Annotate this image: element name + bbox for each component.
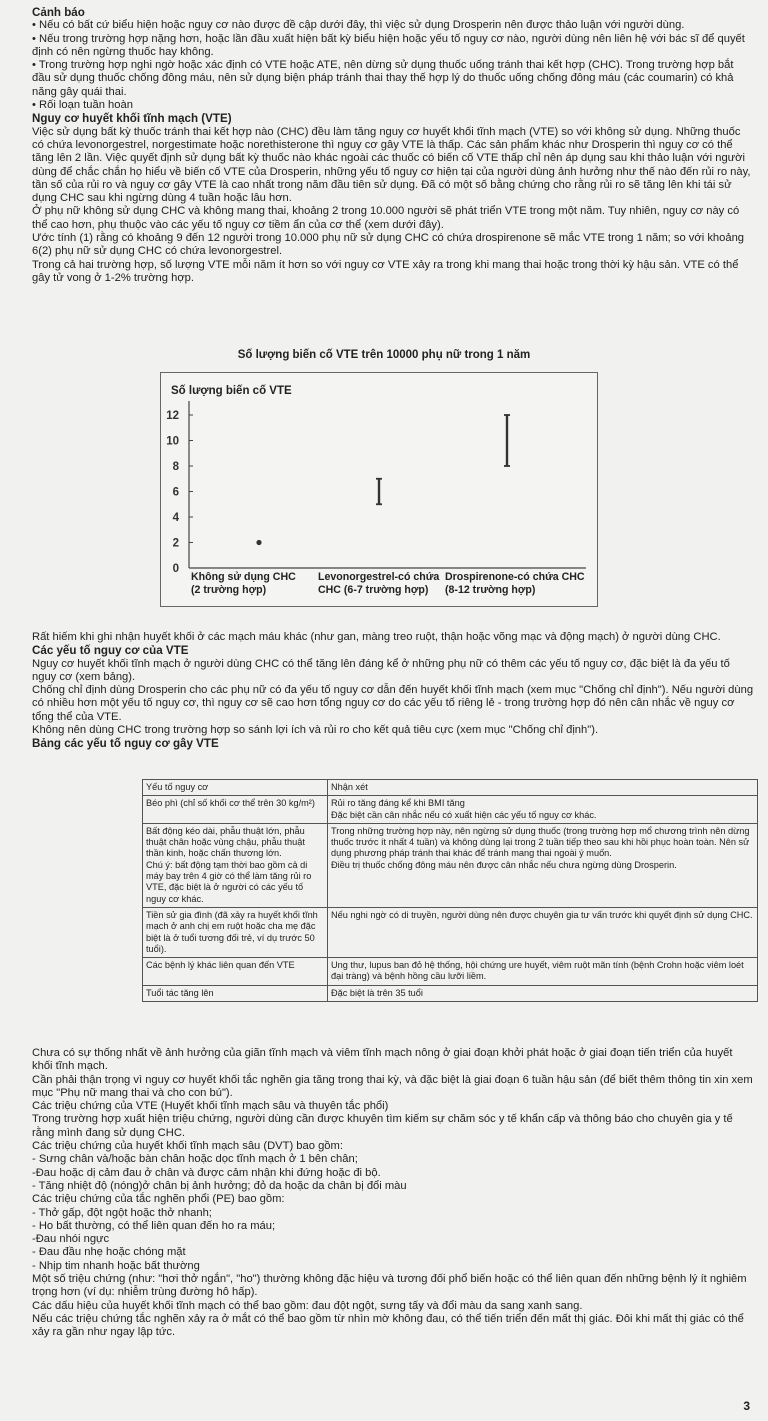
chart-y-tick-label: 2 [172,537,179,550]
risk-factor-table [142,779,758,1002]
warning-item: • Nếu có bất cứ biểu hiện hoặc nguy cơ nào được đề cập dưới đây, thì việc sử dụng Drosperin nên được thảo luận với người dùng. [32,19,685,32]
category-label-line: Không sử dụng CHC [191,571,296,583]
risk-factors-section [32,631,754,751]
warning-item: • Nếu trong trường hợp nặng hơn, hoặc lần đầu xuất hiện bất kỳ biểu hiện hoặc yếu tố nguy cơ nào, người dùng nên liên hệ với bác sĩ để quyết định có nên ngừng thuốc hay không. [32,32,745,58]
list-item: Các triệu chứng của tắc nghẽn phổi (PE) bao gồm: [32,1193,285,1206]
chart-y-tick-label: 10 [166,435,179,448]
paragraph: Rất hiếm khi ghi nhận huyết khối ở các mạch máu khác (như gan, màng treo ruột, thận hoặc võng mạc và động mạch) ở người dùng CHC. [32,631,721,643]
vte-chart [160,372,598,607]
list-item: - Ho bất thường, có thể liên quan đến ho ra máu; [32,1219,276,1232]
paragraph: Nếu các triệu chứng tắc nghẽn xảy ra ở mắt có thể bao gồm từ nhìn mờ không đau, có thể tiến triển đến mất thị giác. Đôi khi mất thị giác có thể xảy ra gần như ngay lập tức. [32,1312,744,1339]
paragraph: Ở phụ nữ không sử dụng CHC và không mang thai, khoảng 2 trong 10.000 người sẽ phát triển VTE trong một năm. Tuy nhiên, nguy cơ này có thể cao hơn, phụ thuộc vào các yếu tố nguy cơ tiềm ẩn của cơ thể (xem dưới đây). [32,205,740,231]
paragraph: Trong cả hai trường hợp, số lượng VTE mỗi năm ít hơn so với nguy cơ VTE xảy ra trong khi mang thai hoặc trong thời kỳ hậu sản. VTE có thể gây tử vong ở 1-2% trường hợp. [32,258,739,284]
chart-y-tick-label: 12 [166,410,179,422]
page-number: 3 [743,1399,750,1413]
paragraph: Các dấu hiệu của huyết khối tĩnh mạch có thể bao gồm: đau đột ngột, sưng tấy và đổi màu da sang xanh sang. [32,1299,583,1312]
table-row [143,907,758,957]
table-cell: Các bệnh lý khác liên quan đến VTE [143,958,328,986]
table-cell: Tiền sử gia đình (đã xảy ra huyết khối tĩnh mạch ở anh chị em ruột hoặc cha mẹ đặc biệt là ở tuổi tương đối trẻ, ví dụ trước 50 tuổi). [143,907,328,957]
chart-y-tick-label: 0 [172,563,179,575]
warning-item: • Trong trường hợp nghi ngờ hoặc xác định có VTE hoặc ATE, nên dừng sử dụng thuốc uống tránh thai kết hợp (CHC). Trong trường hợp bắt đầu sử dụng thuốc chống đông máu, nên sử dụng biện pháp tránh thai thay thế hợp lý do thuốc uống chống đông máu (các coumarin) có khả năng gây quái thai. [32,59,734,98]
table-row [143,985,758,1001]
chart-y-axis-label: Số lượng biến cố VTE [171,385,292,397]
list-item: - Tăng nhiệt độ (nóng)ở chân bị ảnh hưởng; đỏ da hoặc da chân bị đổi màu [32,1179,407,1192]
table-cell: Tuổi tác tăng lên [143,985,328,1001]
risk-factors-heading: Các yếu tố nguy cơ của VTE [32,644,189,658]
table-row [143,823,758,907]
list-item: - Sưng chân và/hoặc bàn chân hoặc dọc tĩnh mạch ở 1 bên chân; [32,1153,358,1166]
warning-item: • Rối loạn tuần hoàn [32,99,133,112]
paragraph: Ước tính (1) rằng có khoảng 9 đến 12 người trong 10.000 phụ nữ sử dụng CHC có chứa drospirenone sẽ mắc VTE trong 1 năm; so với khoảng 6(2) phụ nữ sử dụng CHC có chứa levonorgestrel. [32,232,745,258]
chart-category-label [191,571,296,597]
list-item: - Nhịp tim nhanh hoặc bất thường [32,1259,200,1272]
chart-category-label [318,571,439,597]
paragraph: Các triệu chứng của VTE (Huyết khối tĩnh mạch sâu và thuyên tắc phổi) [32,1100,389,1113]
chart-y-tick-label: 6 [172,486,179,499]
list-item: -Đau hoặc dị cảm đau ở chân và được cảm nhận khi đứng hoặc đi bộ. [32,1166,381,1179]
table-header-cell: Nhận xét [328,780,758,796]
list-item: - Đau đầu nhẹ hoặc chóng mặt [32,1246,186,1259]
category-label-line: Levonorgestrel-có chứa [318,571,440,583]
list-item: -Đau nhói ngực [32,1233,110,1246]
table-row [143,796,758,824]
table-cell: Béo phì (chỉ số khối cơ thể trên 30 kg/m²) [143,796,328,824]
paragraph: Một số triệu chứng (như: "hơi thở ngắn", "ho") thường không đặc hiệu và tương đối phổ biến hoặc có thể liên quan đến những bệnh lý ít nghiêm trọng hơn (ví dụ: nhiễm trùng đường hô hấp). [32,1273,747,1299]
table-header-cell: Yếu tố nguy cơ [143,780,328,796]
paragraph: Chưa có sự thống nhất về ảnh hưởng của giãn tĩnh mạch và viêm tĩnh mạch nông ở giai đoạn khởi phát hoặc ở giai đoạn tiến triển của huyết khối tĩnh mạch. [32,1047,733,1073]
list-item: - Thở gấp, đột ngột hoặc thở nhanh; [32,1206,212,1219]
paragraph: Nguy cơ huyết khối tĩnh mạch ở người dùng CHC có thể tăng lên đáng kể ở những phụ nữ có thêm các yếu tố nguy cơ, đặc biệt là đa yếu tố nguy cơ (xem bảng). [32,657,730,683]
paragraph: Chống chỉ định dùng Drosperin cho các phụ nữ có đa yếu tố nguy cơ dẫn đến huyết khối tĩnh mạch (xem mục "Chống chỉ định"). Nếu người dùng có nhiều hơn một yếu tố nguy cơ, thì nguy cơ sẽ cao hơn tổng nguy cơ do các yếu tố riêng lẻ - trong trường hợp đó nên cân nhắc về nguy cơ tổng thể của VTE. [32,684,754,723]
chart-y-tick-label: 8 [172,461,179,473]
table-cell: Đặc biệt là trên 35 tuổi [328,985,758,1001]
table-header-row [143,780,758,796]
table-title: Bảng các yếu tố nguy cơ gây VTE [32,737,219,751]
chart-title: Số lượng biến cố VTE trên 10000 phụ nữ trong 1 năm [237,349,531,361]
table-cell: Rủi ro tăng đáng kể khi BMI tăng Đặc biệt cần cân nhắc nếu có xuất hiện các yếu tố nguy cơ khác. [328,796,758,824]
list-item: Các triệu chứng của huyết khối tĩnh mạch sâu (DVT) bao gồm: [32,1140,343,1153]
chart-category-label [445,571,585,597]
table-cell: Trong những trường hợp này, nên ngừng sử dụng thuốc (trong trường hợp mổ chương trình nên dừng thuốc trước ít nhất 4 tuần) và không dùng lại trong 2 tuần tiếp theo sau khi hồi phục hoàn toàn. Nên sử dụng phương pháp tránh thai khác để tránh mang thai ngoài ý muốn. Điều trị thuốc chống đông máu nên được cân nhắc nếu chưa ngừng dùng Drosperin. [328,823,758,907]
category-label-line: (8-12 trường hợp) [445,584,536,596]
category-label-line: CHC (6-7 trường hợp) [318,584,429,596]
paragraph: Không nên dùng CHC trong trường hợp so sánh lợi ích và rủi ro cho kết quả tiêu cực (xem mục "Chống chỉ định"). [32,724,599,737]
vte-heading: Nguy cơ huyết khối tĩnh mạch (VTE) [32,112,232,126]
table-row [143,958,758,986]
warnings-heading: Cảnh báo [32,6,85,19]
category-label-line: Drospirenone-có chứa CHC [445,571,585,583]
symptoms-section [32,1047,754,1340]
paragraph: Việc sử dụng bất kỳ thuốc tránh thai kết hợp nào (CHC) đều làm tăng nguy cơ huyết khối tĩnh mạch (VTE) so với không sử dụng. Những thuốc có chứa levonorgestrel, norgestimate hoặc norethisterone thì nguy cơ gây VTE là thấp. Các sản phẩm khác như Drosperin thì nguy cơ có thể tăng lên 2 lần. Việc quyết định sử dụng bất kỳ thuốc nào khác ngoài các thuốc có biến cố VTE thấp chỉ nên áp dụng sau khi thảo luận với người dùng để chắc chắn họ hiểu về biến cố VTE của Drosperin, những yếu tố nguy cơ hiện tại của người dùng ảnh hưởng như thế nào đến rủi ro này, tần số của rủi ro và nguy cơ gây VTE là cao nhất trong năm đầu tiên sử dụng. Đã có một số bằng chứng cho rằng rủi ro sẽ tăng lên khi tái sử dụng CHC sau khi ngừng dùng 4 tuần hoặc lâu hơn. [32,125,751,205]
paragraph: Trong trường hợp xuất hiện triệu chứng, người dùng cần được khuyên tìm kiếm sự chăm sóc y tế khẩn cấp và thông báo cho chuyên gia y tế rằng mình đang sử dụng CHC. [32,1113,733,1139]
table-cell: Nếu nghi ngờ có di truyền, người dùng nên được chuyên gia tư vấn trước khi quyết định sử dụng CHC. [328,907,758,957]
chart-point [256,540,261,545]
table-cell: Bất động kéo dài, phẫu thuật lớn, phẫu thuật chân hoặc vùng chậu, phẫu thuật thần kinh, hoặc chấn thương lớn. Chú ý: bất động tạm thời bao gồm cả di máy bay trên 4 giờ có thể làm tăng rủi ro VTE, đặc biệt là ở người có các yếu tố nguy cơ khác. [143,823,328,907]
table-cell: Ung thư, lupus ban đỏ hệ thống, hội chứng ure huyết, viêm ruột mãn tính (bệnh Crohn hoặc viêm loét đại tràng) và bệnh hồng cầu lưỡi liềm. [328,958,758,986]
category-label-line: (2 trường hợp) [191,584,267,596]
warnings-section [32,6,754,285]
chart-y-tick-label: 4 [172,512,179,524]
paragraph: Cần phải thận trọng vì nguy cơ huyết khối tắc nghẽn gia tăng trong thai kỳ, và đặc biệt là giai đoạn 6 tuần hậu sản (để biết thêm thông tin xin xem mục "Phụ nữ mang thai và cho con bú"). [32,1073,753,1099]
